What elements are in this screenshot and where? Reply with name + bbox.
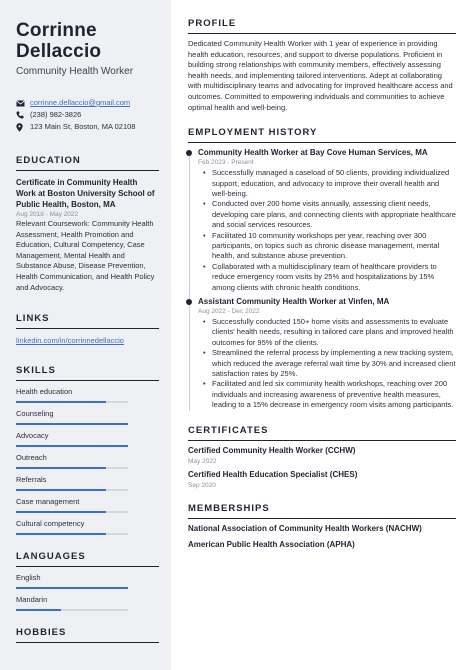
skills-level-bar — [16, 489, 128, 491]
name-line-2: Dellaccio — [16, 41, 102, 62]
address: 123 Main St, Boston, MA 02108 — [30, 122, 136, 131]
phone-icon — [16, 111, 28, 119]
contact-email-row — [16, 97, 159, 109]
job-bullet: • Collaborated with a multidisciplinary team of healthcare providers to reduce emergency room visits by 25% and hospitalizations by 15% among clients with chronic health conditions. — [212, 262, 456, 293]
memberships-list — [188, 524, 456, 550]
job-bullet: • Successfully conducted 150+ home visits and assessments to evaluate clients' health needs, resulting in tailored care plans and improved health outcomes for 95% of the clients. — [212, 317, 456, 348]
job-dates: Feb 2023 - Present — [198, 159, 254, 167]
education-coursework: Relevant Coursework: Community Health Assessment, Health Promotion and Education, Cultural Competency, Case Management, Mental Health and Substance Abuse, Disease Prevention, Health Communication, and Health Policy and Advocacy. — [16, 219, 155, 292]
skills-level-fill — [16, 489, 106, 491]
languages-heading: LANGUAGES — [16, 551, 159, 567]
certificates-list — [188, 446, 456, 489]
skills-item — [16, 431, 159, 447]
job-bullet: • Facilitated and led six community health workshops, reaching over 200 individuals and increasing awareness of preventive health measures, leading to a 15% decrease in emergency room visits among participants. — [212, 379, 456, 410]
languages-section — [16, 551, 159, 611]
hobbies-section — [16, 627, 159, 643]
profile-heading: PROFILE — [188, 18, 456, 34]
contact-block — [16, 97, 159, 133]
skills-list — [16, 387, 159, 535]
languages-name: Mandarin — [16, 595, 48, 605]
job-bullet: • Conducted over 200 home visits annually, assessing client needs, developing care plans, and connecting clients with appropriate healthcare and social services resources. — [212, 199, 456, 230]
skills-item — [16, 519, 159, 535]
education-degree: Certificate in Community Health Work at Boston University School of Public Health, Boston, MA — [16, 178, 155, 209]
job-entry — [198, 148, 456, 293]
languages-list — [16, 573, 159, 611]
education-section — [16, 155, 159, 293]
skills-item — [16, 497, 159, 513]
skills-name: Health education — [16, 387, 73, 397]
sidebar — [0, 0, 171, 670]
membership-item: National Association of Community Health Workers (NACHW) — [188, 523, 422, 533]
links-section — [16, 313, 159, 347]
skills-level-bar — [16, 423, 128, 425]
skills-level-fill — [16, 401, 106, 403]
certificates-section — [188, 425, 456, 489]
job-title: Assistant Community Health Worker at Vinfen, MA — [198, 297, 390, 307]
timeline-dot — [186, 150, 192, 156]
languages-level-bar — [16, 587, 128, 589]
skills-name: Referrals — [16, 475, 47, 485]
employment-section — [188, 127, 456, 411]
job-bullet: • Successfully managed a caseload of 50 clients, providing individualized support, education, and advocacy to improve their overall health and well-being. — [212, 168, 456, 199]
hobbies-heading: HOBBIES — [16, 627, 159, 643]
timeline-dot — [186, 299, 192, 305]
skills-item — [16, 475, 159, 491]
certificate-item — [188, 446, 456, 465]
employment-heading: EMPLOYMENT HISTORY — [188, 127, 456, 143]
phone-number: (238) 982-3826 — [30, 110, 82, 119]
skills-section — [16, 365, 159, 535]
jobs-list — [188, 148, 456, 411]
skills-level-bar — [16, 445, 128, 447]
skills-name: Case management — [16, 497, 80, 507]
location-pin-icon — [16, 123, 28, 132]
skills-level-fill — [16, 511, 106, 513]
skills-item — [16, 453, 159, 469]
certificate-item — [188, 470, 456, 489]
skills-level-fill — [16, 423, 128, 425]
job-entry — [198, 297, 456, 411]
job-bullet: • Streamlined the referral process by implementing a new tracking system, which reduced the average referral wait time by 30% and increased client satisfaction rates by 25%. — [212, 348, 456, 379]
languages-item — [16, 595, 159, 611]
job-title: Community Health Worker at Bay Cove Human Services, MA — [198, 148, 428, 158]
skills-name: Counseling — [16, 409, 54, 419]
memberships-section — [188, 503, 456, 550]
membership-item: American Public Health Association (APHA) — [188, 539, 355, 549]
job-bullets — [198, 168, 456, 293]
skills-level-fill — [16, 467, 106, 469]
skills-item — [16, 409, 159, 425]
skills-name: Advocacy — [16, 431, 49, 441]
education-heading: EDUCATION — [16, 155, 159, 171]
certificates-heading: CERTIFICATES — [188, 425, 456, 441]
skills-level-bar — [16, 511, 128, 513]
languages-name: English — [16, 573, 41, 583]
languages-item — [16, 573, 159, 589]
job-title: Community Health Worker — [16, 66, 134, 77]
timeline-line — [189, 154, 190, 411]
main-content — [188, 18, 456, 560]
job-bullets — [198, 317, 456, 411]
certificate-name: Certified Health Education Specialist (CHES) — [188, 469, 358, 479]
skills-name: Cultural competency — [16, 519, 85, 529]
name-line-1: Corrinne — [16, 20, 97, 41]
languages-level-bar — [16, 609, 128, 611]
languages-level-fill — [16, 609, 61, 611]
job-dates: Aug 2022 - Dec 2022 — [198, 308, 260, 316]
job-bullet: • Facilitated 10 community workshops per year, reaching over 300 participants, on topics such as chronic disease management, mental health, and substance abuse prevention. — [212, 231, 456, 262]
profile-text: Dedicated Community Health Worker with 1 year of experience in providing health education, resources, and support to diverse populations. Proficient in building strong relationships with community members, effectively assessing health needs, and implementing tailored interventions. Adept at collaborating with multidisciplinary teams and advocating for improved healthcare access and outcomes. Committed to empowering individuals and communities to achieve optimal health and well-being. — [188, 39, 453, 112]
certificate-date: May 2022 — [188, 457, 217, 465]
contact-address-row — [16, 121, 159, 133]
certificate-name: Certified Community Health Worker (CCHW) — [188, 445, 356, 455]
contact-phone-row — [16, 109, 159, 121]
envelope-icon — [16, 100, 28, 107]
profile-section — [188, 18, 456, 113]
skills-name: Outreach — [16, 453, 47, 463]
linkedin-link[interactable]: linkedin.com/in/corrinnedellaccio — [16, 336, 124, 346]
certificate-date: Sep 2020 — [188, 481, 216, 489]
skills-level-bar — [16, 533, 128, 535]
skills-level-bar — [16, 401, 128, 403]
skills-level-bar — [16, 467, 128, 469]
skills-level-fill — [16, 445, 128, 447]
memberships-heading: MEMBERSHIPS — [188, 503, 456, 519]
email-link[interactable]: corrinne.dellaccio@gmail.com — [30, 98, 131, 107]
education-dates: Aug 2018 - May 2022 — [16, 211, 79, 218]
skills-heading: SKILLS — [16, 365, 159, 381]
candidate-name — [16, 20, 159, 62]
linkedin-row — [16, 335, 159, 347]
links-heading: LINKS — [16, 313, 159, 329]
languages-level-fill — [16, 587, 128, 589]
skills-level-fill — [16, 533, 106, 535]
skills-item — [16, 387, 159, 403]
